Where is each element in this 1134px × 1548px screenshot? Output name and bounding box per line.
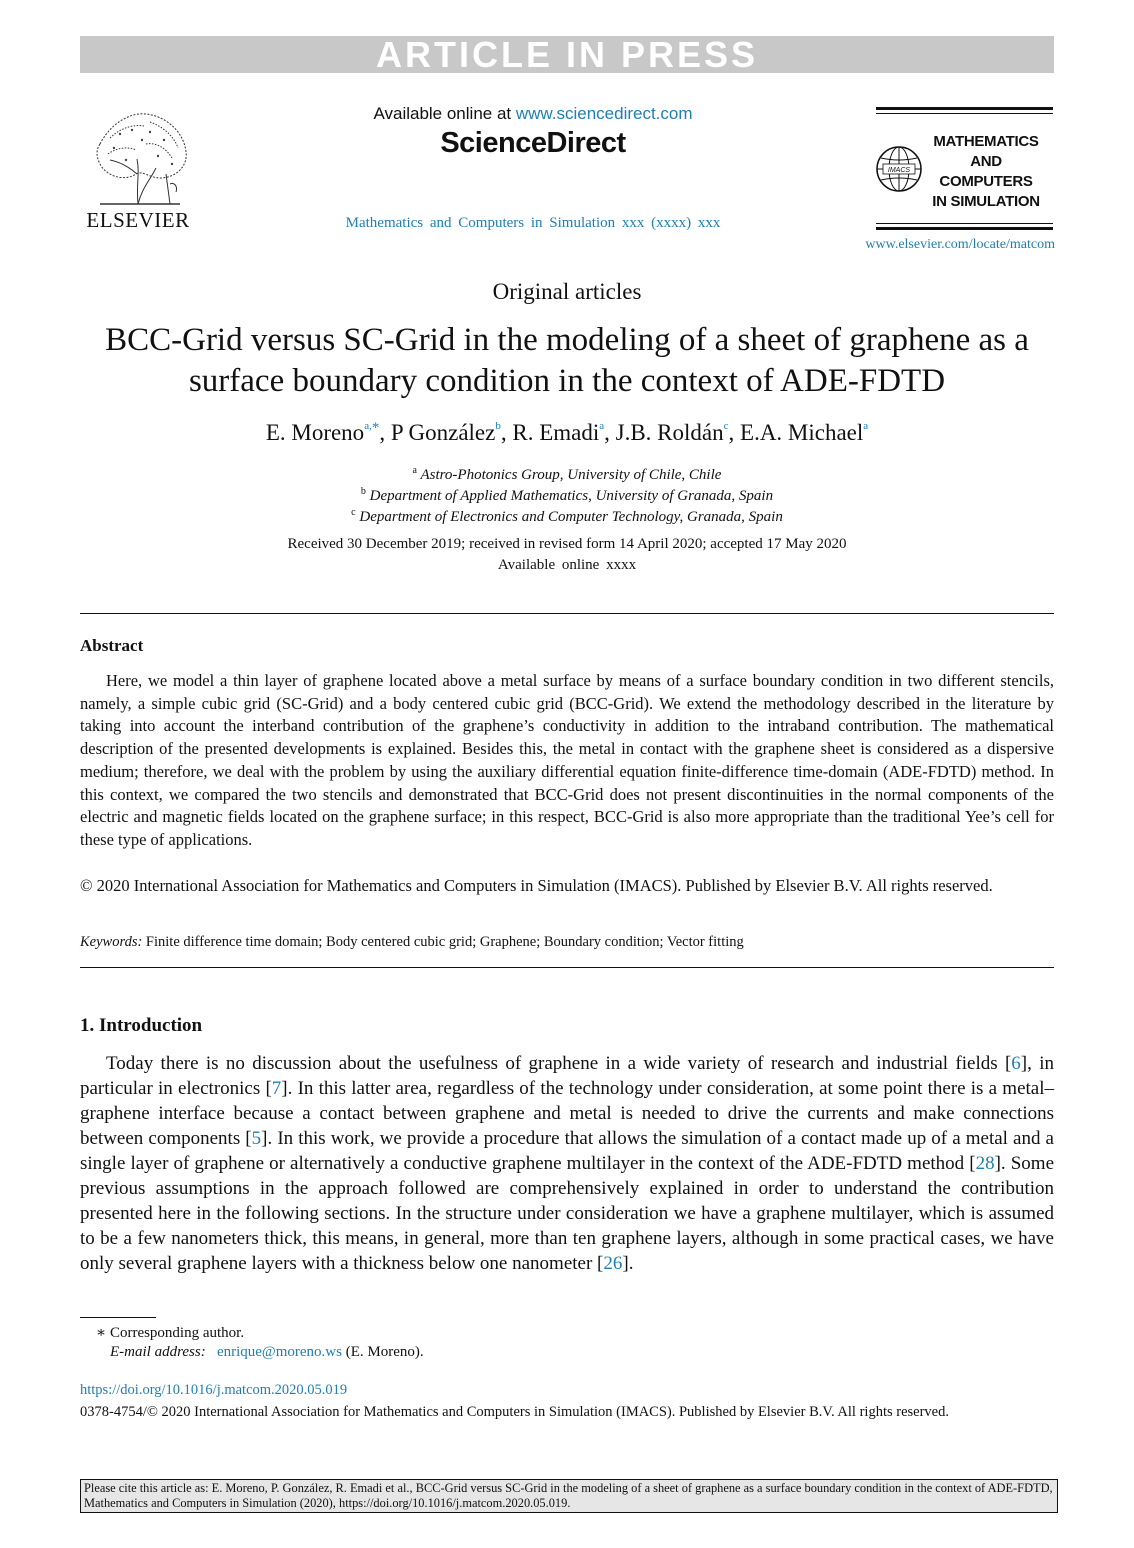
intro-text-run: Today there is no discussion about the usefulness of graphene in a wide variety of research and industrial fields [ xyxy=(106,1053,1012,1074)
intro-text-run: ]. Some previous assumptions in the approach followed are comprehensively explained in order to understand the contribution presented here in the following sections. In the structure under consideration we have a graphene multilayer, which is assumed to be a few nanometers thick, this means, in general, more than ten graphene layers, although in some practical cases, we have only several graphene layers with a thickness below one nanometer [ xyxy=(80,1153,1055,1274)
author-name: J.B. Roldán xyxy=(615,420,724,445)
author-affil-sup[interactable]: a, xyxy=(364,420,372,432)
corresponding-star[interactable]: * xyxy=(371,420,380,436)
elsevier-wordmark: ELSEVIER xyxy=(86,208,190,232)
cite-this-article-text: Please cite this article as: E. Moreno, P. González, R. Emadi et al., BCC-Grid versus SC-Grid in the modeling of a sheet of graphene as a surface boundary condition in the context of ADE-FDTD, Mathematics and Computers in Simulation (2020), https://doi.org/10.1016/j.matcom.2020.05.019. xyxy=(84,1481,1053,1510)
abstract-heading: Abstract xyxy=(80,636,144,655)
intro-text-run: ]. xyxy=(622,1253,634,1274)
email-note xyxy=(110,1344,424,1361)
author-affil-sup[interactable]: b xyxy=(495,420,501,432)
author-name: E.A. Michael xyxy=(740,420,864,445)
journal-name-line: COMPUTERS xyxy=(939,173,1033,190)
imacs-globe-icon xyxy=(874,144,924,194)
email-suffix: (E. Moreno). xyxy=(341,1344,424,1360)
footnote-rule xyxy=(80,1317,156,1318)
journal-rule xyxy=(876,107,1053,110)
author-name: R. Emadi xyxy=(512,420,600,445)
affiliation-text: Department of Electronics and Computer Technology, Granada, Spain xyxy=(359,509,783,525)
article-title: BCC-Grid versus SC-Grid in the modeling of a sheet of graphene as a surface boundary condition in the context of ADE-FDTD xyxy=(105,322,1029,399)
intro-text-run: ], in particular in electronics [ xyxy=(80,1053,1054,1099)
author-name: P González xyxy=(390,420,496,445)
citation-link[interactable]: 26 xyxy=(603,1253,623,1274)
article-in-press-banner xyxy=(80,36,1054,73)
journal-rule xyxy=(876,227,1053,230)
citation-link[interactable]: 5 xyxy=(251,1128,262,1149)
affiliation xyxy=(80,486,1054,505)
section-divider xyxy=(80,967,1054,968)
affiliation xyxy=(80,507,1054,526)
keywords-label: Keywords: xyxy=(80,934,143,950)
received-dates: Received 30 December 2019; received in revised form 14 April 2020; accepted 17 May 2020 xyxy=(287,536,847,552)
abstract-text: Here, we model a thin layer of graphene located above a metal surface by means of a surface boundary condition in two different stencils, namely, a simple cubic grid (SC-Grid) and a body centered cubic grid (BCC-Grid). We extend the methodology described in the literature by taking into account the interband contribution of the graphene’s conductivity in addition to the intraband contribution. The mathematical description of the presented developments is explained. Besides this, the metal in contact with the graphene sheet is considered as a dispersive medium; therefore, we deal with the problem by using the auxiliary differential equation finite-difference time-domain (ADE-FDTD) method. In this context, we compared the two stencils and demonstrated that BCC-Grid does not present discontinuities in the normal components of the electric and magnetic fields located on the graphene surface; in this respect, BCC-Grid is also more appropriate than the traditional Yee’s cell for these type of applications. xyxy=(80,671,1054,849)
article-type: Original articles xyxy=(492,279,642,304)
section-divider xyxy=(80,613,1054,614)
journal-citation-line[interactable]: Mathematics and Computers in Simulation xxx (xxxx) xxx xyxy=(345,215,721,231)
elsevier-journal-link[interactable]: www.elsevier.com/locate/matcom xyxy=(865,237,1055,252)
globe-label: IMACS xyxy=(887,167,911,174)
available-online-line xyxy=(300,104,766,124)
affiliation-key: c xyxy=(351,507,356,518)
issn-copyright: 0378-4754/© 2020 International Association for Mathematics and Computers in Simulation (IMACS). Published by Elsevier B.V. All rights reserved. xyxy=(80,1404,949,1420)
journal-name-block xyxy=(918,132,1054,212)
journal-name-line: AND xyxy=(970,153,1002,170)
affiliation-text: Department of Applied Mathematics, University of Granada, Spain xyxy=(369,488,774,504)
author-affil-sup[interactable]: a xyxy=(599,420,605,432)
affiliation xyxy=(80,465,1054,484)
author-affil-sup[interactable]: c xyxy=(723,420,729,432)
keywords-line xyxy=(80,934,1054,951)
section-heading-introduction: 1. Introduction xyxy=(80,1015,203,1036)
journal-rule xyxy=(876,223,1053,224)
journal-name-line: MATHEMATICS xyxy=(933,133,1039,150)
keywords-text: Finite difference time domain; Body centered cubic grid; Graphene; Boundary condition; Vector fitting xyxy=(145,934,744,950)
abstract-copyright: © 2020 International Association for Mathematics and Computers in Simulation (IMACS). Published by Elsevier B.V. All rights reserved. xyxy=(80,876,993,895)
available-online-date: Available online xxxx xyxy=(497,557,637,573)
intro-text-run: ]. In this work, we provide a procedure that allows the simulation of a contact made up of a metal and a single layer of graphene or alternatively a conductive graphene multilayer in the context of the ADE-FDTD method [ xyxy=(80,1128,1054,1174)
doi-link[interactable]: https://doi.org/10.1016/j.matcom.2020.05.019 xyxy=(80,1382,348,1398)
introduction-paragraph xyxy=(80,1051,1054,1276)
email-link[interactable]: enrique@moreno.ws xyxy=(216,1344,342,1360)
citation-link[interactable]: 28 xyxy=(975,1153,995,1174)
citation-link[interactable]: 6 xyxy=(1011,1053,1021,1074)
author-list: E. Moreno$^{a,*}$, P González$^b$, R. Emadi$^a$, J.B. Roldán$^c$, E.A. Michael$^a$ xyxy=(265,420,869,445)
sciencedirect-brand: ScienceDirect xyxy=(440,127,626,159)
banner-text: ARTICLE IN PRESS xyxy=(375,34,759,75)
available-online-prefix: Available online at xyxy=(373,104,516,123)
author-name: E. Moreno xyxy=(265,420,365,445)
sciencedirect-link[interactable]: www.sciencedirect.com xyxy=(515,104,693,123)
author-affil-sup[interactable]: a xyxy=(863,420,869,432)
corresponding-author-note: ∗ Corresponding author. xyxy=(96,1325,245,1341)
affiliation-key: b xyxy=(360,486,366,497)
journal-rule xyxy=(876,113,1053,114)
email-label: E-mail address: xyxy=(110,1344,206,1360)
journal-name-line: IN SIMULATION xyxy=(932,193,1040,210)
intro-text-run: ]. In this latter area, regardless of the technology under consideration, at some point there is a metal–graphene interface because a contact between graphene and metal is needed to drive the currents and make connections between components [ xyxy=(80,1078,1054,1149)
affiliation-key: a xyxy=(412,465,417,476)
citation-link[interactable]: 7 xyxy=(271,1078,282,1099)
affiliation-text: Astro-Photonics Group, University of Chile, Chile xyxy=(420,467,722,483)
